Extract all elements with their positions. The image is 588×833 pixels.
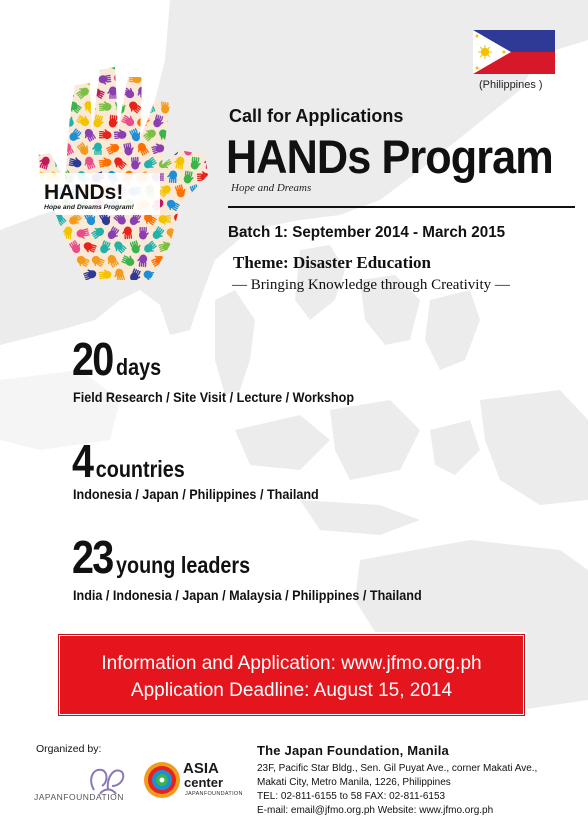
email-website[interactable]: E-mail: email@jfmo.org.ph Website: www.jfmo.org.ph — [257, 805, 494, 816]
hands-logo-graphic — [30, 55, 220, 285]
stat-number: 20 — [72, 333, 113, 385]
stat-unit: countries — [95, 456, 185, 482]
batch-dates: Batch 1: September 2014 - March 2015 — [228, 224, 506, 241]
stat-detail: India / Indonesia / Japan / Malaysia / Philippines / Thailand — [73, 587, 422, 603]
stat-number: 4 — [72, 435, 93, 487]
stat-number: 23 — [72, 531, 113, 583]
program-title: HANDs Program — [226, 130, 553, 183]
tagline: — Bringing Knowledge through Creativity — — [232, 277, 510, 293]
stat-days — [72, 332, 161, 386]
address-line-1: 23F, Pacific Star Bldg., Sen. Gil Puyat Ave., corner Makati Ave., — [257, 763, 538, 774]
deadline-text: Application Deadline: August 15, 2014 — [130, 680, 453, 701]
flag-caption: (Philippines ) — [479, 79, 543, 91]
call-for-applications: Call for Applications — [229, 106, 404, 126]
asia-center-logo-line1: ASIA — [183, 760, 219, 777]
stat-leaders — [72, 530, 250, 584]
asia-center-logo-icon — [142, 760, 182, 800]
stat-detail: Field Research / Site Visit / Lecture / Workshop — [73, 389, 355, 405]
stat-detail: Indonesia / Japan / Philippines / Thailand — [73, 486, 319, 502]
organized-by-label: Organized by: — [36, 743, 102, 755]
phone-fax: TEL: 02-811-6155 to 58 FAX: 02-811-6153 — [257, 791, 446, 802]
asia-center-logo-line2: center — [184, 775, 224, 790]
application-banner — [56, 632, 527, 718]
hands-logo-title: HANDs! — [44, 181, 124, 204]
philippines-flag — [473, 30, 555, 74]
program-subtitle: Hope and Dreams — [231, 182, 312, 194]
theme: Theme: Disaster Education — [233, 253, 432, 272]
organization-name: The Japan Foundation, Manila — [257, 743, 449, 758]
address-line-2: Makati City, Metro Manila, 1226, Philippines — [257, 777, 451, 788]
hands-logo-subtitle: Hope and Dreams Program! — [44, 204, 134, 211]
japan-foundation-logo-text: JAPANFOUNDATION — [34, 792, 124, 802]
header-divider — [228, 206, 575, 208]
stat-countries — [72, 434, 185, 488]
asia-center-logo-line3: JAPANFOUNDATION — [185, 791, 243, 797]
stat-unit: young leaders — [116, 552, 251, 578]
banner-box — [59, 635, 524, 715]
stat-unit: days — [116, 354, 162, 380]
info-link[interactable]: Information and Application: www.jfmo.org.ph — [101, 653, 482, 674]
